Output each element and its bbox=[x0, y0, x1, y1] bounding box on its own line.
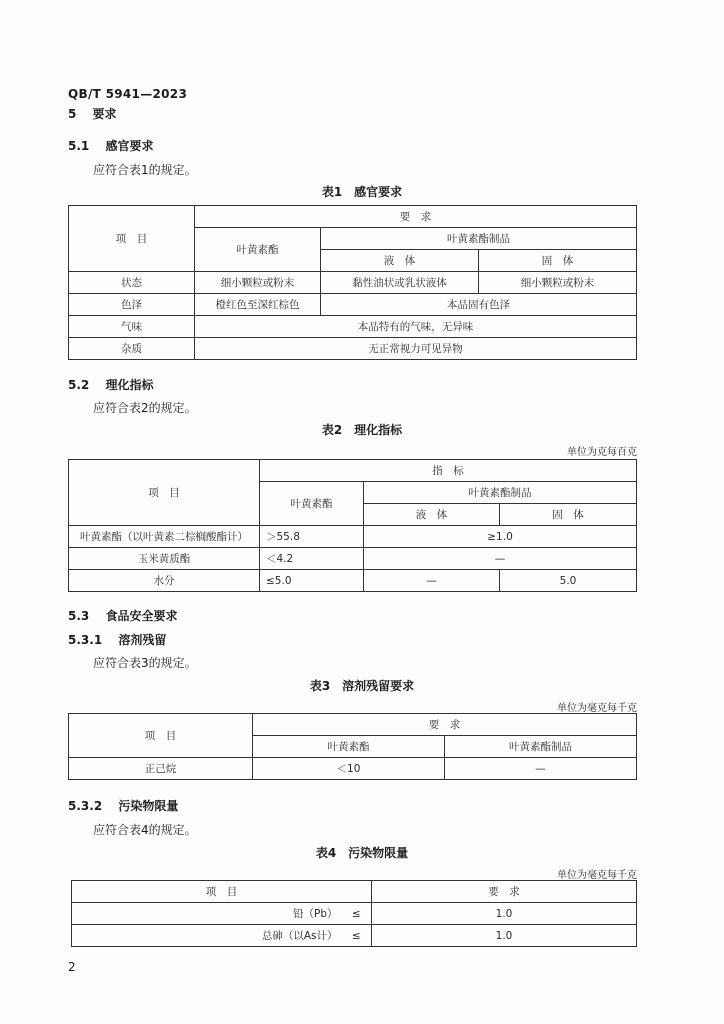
row-item: 气味 bbox=[69, 316, 195, 338]
row-operator: ≤ bbox=[342, 903, 372, 925]
row-item: 铅（Pb） bbox=[72, 903, 342, 925]
table-row bbox=[69, 294, 637, 316]
table-header-solid: 固 体 bbox=[500, 504, 637, 526]
row-item: 总砷（以As计） bbox=[72, 925, 342, 947]
table-3 bbox=[68, 713, 637, 780]
row-lutein-value: ≤5.0 bbox=[260, 570, 364, 592]
section-number: 5.3.1 bbox=[68, 633, 103, 647]
section-number: 5.3 bbox=[68, 609, 90, 623]
row-liquid-value: 黏性油状或乳状液体 bbox=[321, 272, 479, 294]
table-row bbox=[69, 548, 637, 570]
row-value: 1.0 bbox=[372, 903, 637, 925]
row-item: 水分 bbox=[69, 570, 260, 592]
standard-number: QB/T 5941—2023 bbox=[68, 87, 188, 101]
table-header-item: 项 目 bbox=[69, 460, 260, 526]
row-item: 正己烷 bbox=[69, 758, 253, 780]
table-row bbox=[69, 338, 637, 360]
row-item: 玉米黄质酯 bbox=[69, 548, 260, 570]
section-5-2-body: 应符合表2的规定。 bbox=[93, 401, 197, 415]
table-header-item: 项 目 bbox=[69, 206, 195, 272]
table-row bbox=[72, 925, 637, 947]
row-lutein-value: ＜10 bbox=[253, 758, 445, 780]
row-preparation-value: — bbox=[445, 758, 637, 780]
table-row bbox=[69, 758, 637, 780]
section-5-3-2-heading bbox=[68, 797, 178, 814]
section-5-3-heading bbox=[68, 607, 177, 624]
row-solid-value: 细小颗粒或粉末 bbox=[479, 272, 637, 294]
table-header-lutein-ester: 叶黄素酯 bbox=[253, 736, 445, 758]
row-item: 色泽 bbox=[69, 294, 195, 316]
section-number: 5.3.2 bbox=[68, 799, 103, 813]
section-5-3-2-body: 应符合表4的规定。 bbox=[93, 823, 197, 837]
table-2-caption: 表2 理化指标 bbox=[321, 423, 403, 437]
row-lutein-value: 橙红色至深红棕色 bbox=[195, 294, 321, 316]
row-lutein-value: 细小颗粒或粉末 bbox=[195, 272, 321, 294]
table-header-item: 项 目 bbox=[72, 881, 372, 903]
table-4-unit: 单位为毫克每千克 bbox=[557, 870, 637, 881]
section-5-1-heading bbox=[68, 137, 153, 154]
row-solid-value: 5.0 bbox=[500, 570, 637, 592]
table-header-lutein-preparation: 叶黄素酯制品 bbox=[364, 482, 637, 504]
row-lutein-value: ＞55.8 bbox=[260, 526, 364, 548]
section-number: 5.2 bbox=[68, 378, 90, 392]
row-preparation-value: ≥1.0 bbox=[364, 526, 637, 548]
table-1-caption: 表1 感官要求 bbox=[321, 185, 403, 199]
section-5-1-body: 应符合表1的规定。 bbox=[93, 163, 197, 177]
row-liquid-value: — bbox=[364, 570, 500, 592]
table-row bbox=[69, 272, 637, 294]
table-4-caption: 表4 污染物限量 bbox=[315, 846, 409, 860]
section-title: 溶剂残留 bbox=[118, 633, 167, 647]
row-item: 叶黄素酯（以叶黄素二棕榈酸酯计） bbox=[69, 526, 260, 548]
row-preparation-value: — bbox=[364, 548, 637, 570]
row-item: 状态 bbox=[69, 272, 195, 294]
table-row bbox=[69, 570, 637, 592]
table-2-unit: 单位为克每百克 bbox=[567, 447, 637, 458]
row-all-value: 本品特有的气味，无异味 bbox=[195, 316, 637, 338]
section-5-3-1-heading bbox=[68, 631, 166, 648]
table-header-lutein-ester: 叶黄素酯 bbox=[260, 482, 364, 526]
table-header-requirement: 要 求 bbox=[253, 714, 637, 736]
section-title: 感官要求 bbox=[105, 139, 154, 153]
table-row bbox=[72, 903, 637, 925]
page-number: 2 bbox=[68, 960, 76, 974]
table-header-lutein-preparation: 叶黄素酯制品 bbox=[445, 736, 637, 758]
table-3-caption: 表3 溶剂残留要求 bbox=[309, 679, 415, 693]
table-3-unit: 单位为毫克每千克 bbox=[557, 703, 637, 714]
row-lutein-value: ＜4.2 bbox=[260, 548, 364, 570]
row-preparation-value: 本品固有色泽 bbox=[321, 294, 637, 316]
row-all-value: 无正常视力可见异物 bbox=[195, 338, 637, 360]
section-5-2-heading bbox=[68, 376, 153, 393]
row-value: 1.0 bbox=[372, 925, 637, 947]
table-header-lutein-preparation: 叶黄素酯制品 bbox=[321, 228, 637, 250]
table-header-index: 指 标 bbox=[260, 460, 637, 482]
table-header-lutein-ester: 叶黄素酯 bbox=[195, 228, 321, 272]
section-title: 要求 bbox=[92, 107, 117, 121]
table-row bbox=[69, 526, 637, 548]
section-title: 食品安全要求 bbox=[105, 609, 178, 623]
row-operator: ≤ bbox=[342, 925, 372, 947]
table-header-requirement: 要 求 bbox=[195, 206, 637, 228]
section-title: 理化指标 bbox=[105, 378, 154, 392]
table-header-solid: 固 体 bbox=[479, 250, 637, 272]
table-header-item: 项 目 bbox=[69, 714, 253, 758]
table-header-liquid: 液 体 bbox=[364, 504, 500, 526]
section-number: 5 bbox=[68, 107, 77, 121]
section-5-3-1-body: 应符合表3的规定。 bbox=[93, 656, 197, 670]
table-header-requirement: 要 求 bbox=[372, 881, 637, 903]
table-2 bbox=[68, 459, 637, 592]
table-row bbox=[69, 316, 637, 338]
table-header-liquid: 液 体 bbox=[321, 250, 479, 272]
section-5-heading bbox=[68, 105, 117, 122]
table-1 bbox=[68, 205, 637, 360]
section-title: 污染物限量 bbox=[118, 799, 179, 813]
row-item: 杂质 bbox=[69, 338, 195, 360]
section-number: 5.1 bbox=[68, 139, 90, 153]
table-4 bbox=[71, 880, 637, 947]
